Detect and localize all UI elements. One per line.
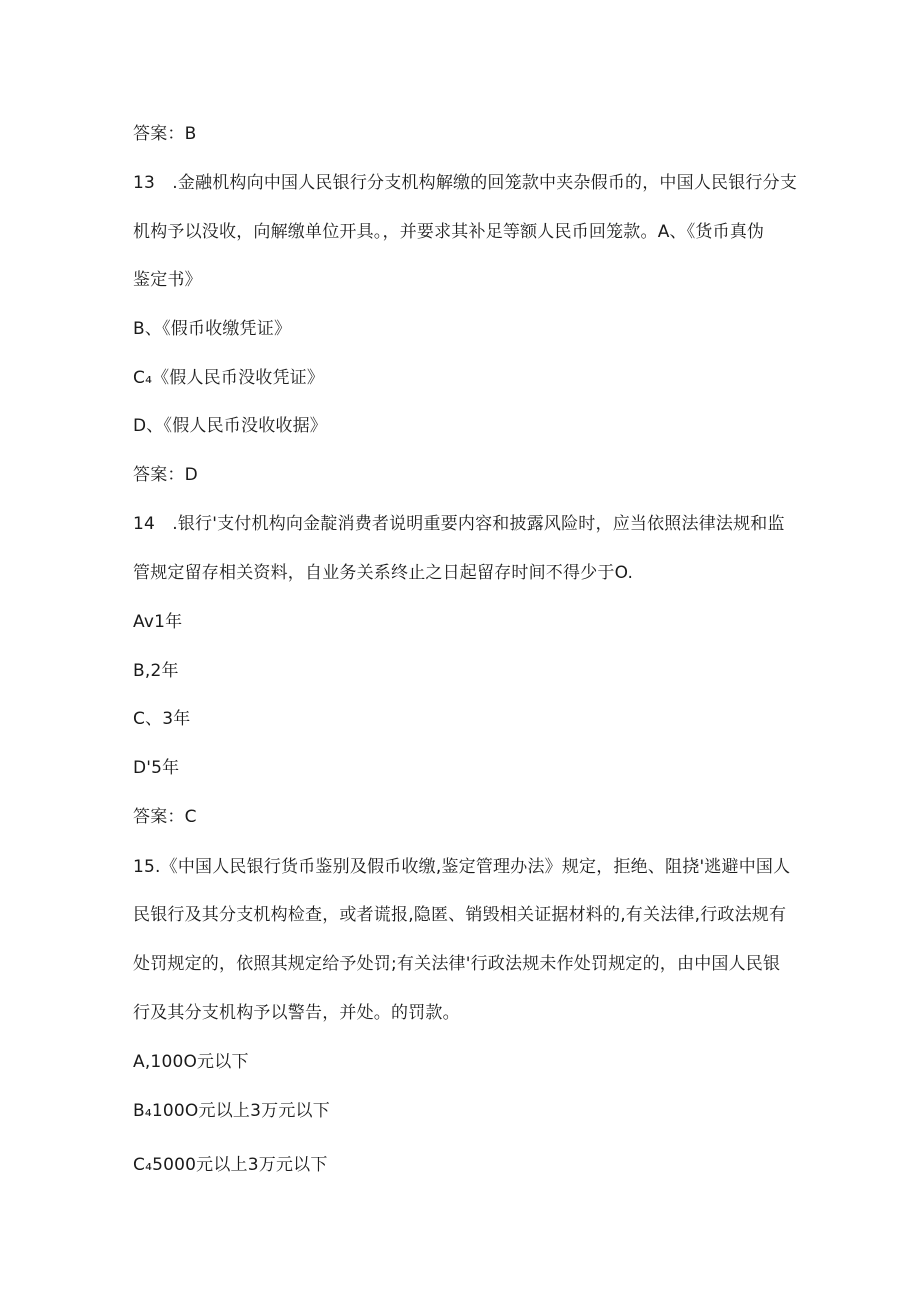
question-14-option-d: D'5年 <box>133 758 180 778</box>
question-15-option-a: A,100O元以下 <box>133 1052 249 1072</box>
question-14-text-line-2: 管规定留存相关资料，自业务关系终止之日起留存时间不得少于O. <box>133 563 634 583</box>
question-14-text-line-1: 14 .银行'支付机构向金靛消费者说明重要内容和披露风险时，应当依照法律法规和监 <box>133 514 785 534</box>
question-15-text-line-1: 15.《中国人民银行货币鉴别及假币收缴,鉴定管理办法》规定，拒绝、阻挠'逃避中国人 <box>133 857 791 877</box>
question-15-text-line-4: 行及其分支机构予以警告，并处。的罚款。 <box>133 1003 460 1023</box>
question-14-option-b: B,2年 <box>133 661 179 681</box>
question-14-option-a: Av1年 <box>133 612 183 632</box>
answer-line: 答案：D <box>133 465 198 485</box>
question-15-text-line-3: 处罚规定的，依照其规定给予处罚;有关法律'行政法规未作处罚规定的，由中国人民银 <box>133 954 781 974</box>
question-13-text-line-1: 13 .金融机构向中国人民银行分支机构解缴的回笼款中夹杂假币的，中国人民银行分支 <box>133 173 798 193</box>
question-13-option-b: B、《假币收缴凭证》 <box>133 319 292 339</box>
answer-line: 答案：C <box>133 807 197 827</box>
question-13-option-d: D、《假人民币没收收据》 <box>133 416 327 436</box>
question-13-option-c: C₄《假人民币没收凭证》 <box>133 368 325 388</box>
question-13-text-line-3: 鉴定书》 <box>133 270 202 290</box>
question-13-text-line-2: 机构予以没收，向解缴单位开具。，并要求其补足等额人民币回笼款。A、《货币真伪 <box>133 222 765 242</box>
question-14-option-c: C、3年 <box>133 709 191 729</box>
answer-line: 答案：B <box>133 124 197 144</box>
question-15-option-c: C₄5000元以上3万元以下 <box>133 1155 328 1175</box>
question-15-text-line-2: 民银行及其分支机构检查，或者谎报,隐匿、销毁相关证据材料的,有关法律,行政法规有 <box>133 905 787 925</box>
question-15-option-b: B₄100O元以上3万元以下 <box>133 1101 330 1121</box>
